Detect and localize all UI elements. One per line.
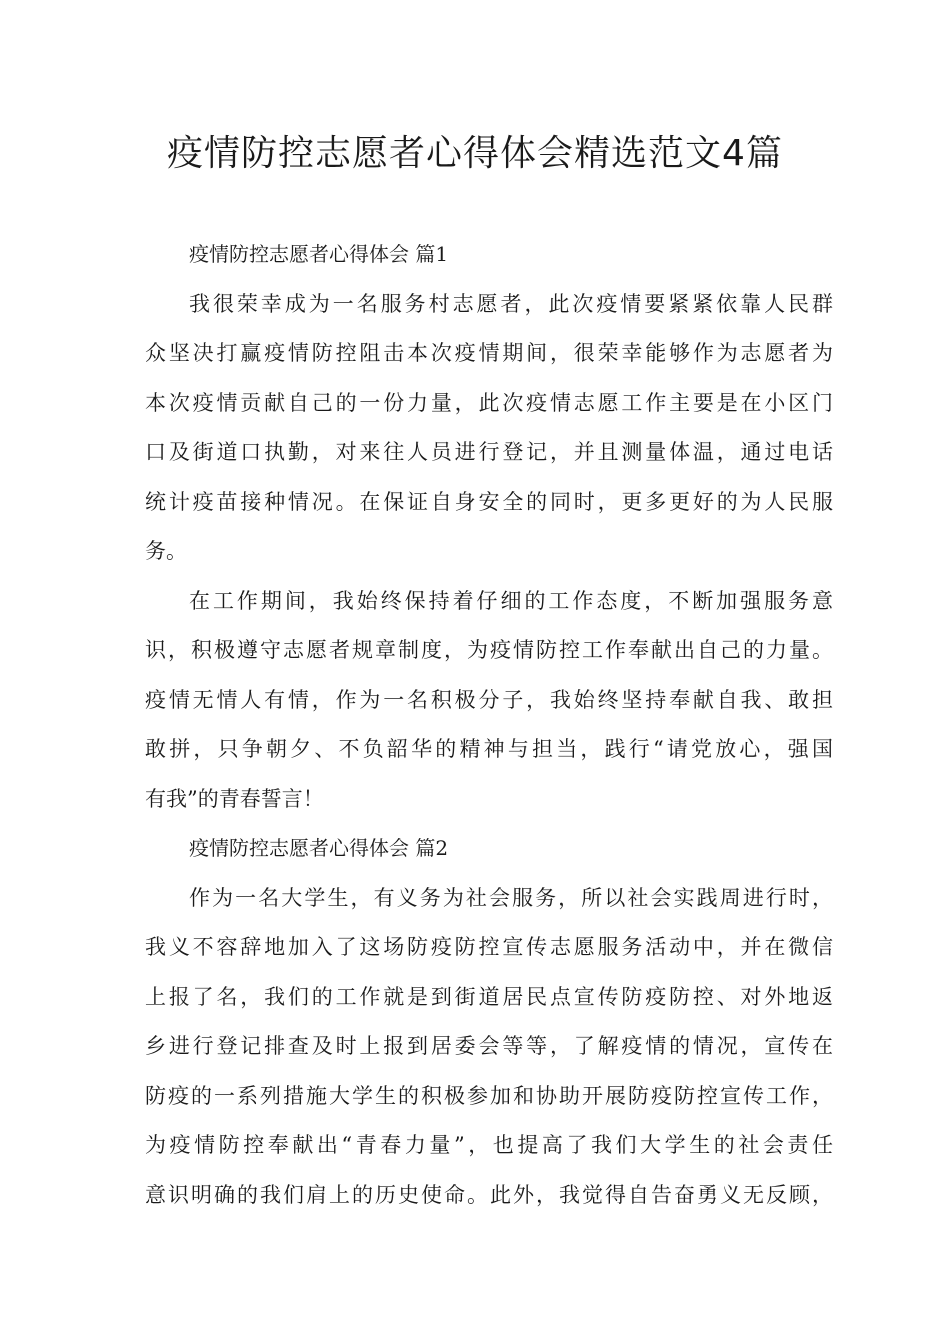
paragraph-line: 作为一名大学生，有义务为社会服务，所以社会实践周进行时， [189,885,833,910]
paragraph-line: 识，积极遵守志愿者规章制度，为疫情防控工作奉献出自己的力量。 [145,638,833,662]
paragraph-line: 在工作期间，我始终保持着仔细的工作态度，不断加强服务意 [189,588,833,613]
paragraph-line: 统计疫苗接种情况。在保证自身安全的同时，更多更好的为人民服 [145,489,833,514]
paragraph-line: 口及街道口执勤，对来往人员进行登记，并且测量体温，通过电话 [145,440,833,464]
paragraph-line: 众坚决打赢疫情防控阻击本次疫情期间，很荣幸能够作为志愿者为 [145,341,833,365]
paragraph-line: 意识明确的我们肩上的历史使命。此外，我觉得自告奋勇义无反顾， [145,1182,833,1207]
paragraph-line: 我义不容辞地加入了这场防疫防控宣传志愿服务活动中，并在微信 [145,935,833,959]
section-heading: 疫情防控志愿者心得体会 篇1 [189,242,449,266]
document-body [145,230,833,1220]
paragraph-line: 本次疫情贡献自己的一份力量，此次疫情志愿工作主要是在小区门 [145,390,833,415]
paragraph-line: 疫情无情人有情，作为一名积极分子，我始终坚持奉献自我、敢担 [145,687,833,712]
paragraph-line: 为疫情防控奉献出“青春力量”，也提高了我们大学生的社会责任 [145,1133,833,1157]
document-title: 疫情防控志愿者心得体会精选范文4篇 [167,133,783,174]
section-heading: 疫情防控志愿者心得体会 篇2 [189,836,449,860]
paragraph-line: 防疫的一系列措施大学生的积极参加和协助开展防疫防控宣传工作， [145,1083,833,1108]
paragraph-line: 上报了名，我们的工作就是到街道居民点宣传防疫防控、对外地返 [145,984,833,1009]
paragraph-line: 乡进行登记排查及时上报到居委会等等，了解疫情的情况，宣传在 [145,1034,833,1058]
paragraph-line: 敢拼，只争朝夕、不负韶华的精神与担当，践行“请党放心，强国 [145,737,833,761]
paragraph-line: 务。 [145,539,187,563]
paragraph-line: 有我”的青春誓言！ [145,786,324,811]
paragraph-line: 我很荣幸成为一名服务村志愿者，此次疫情要紧紧依靠人民群 [189,291,833,316]
